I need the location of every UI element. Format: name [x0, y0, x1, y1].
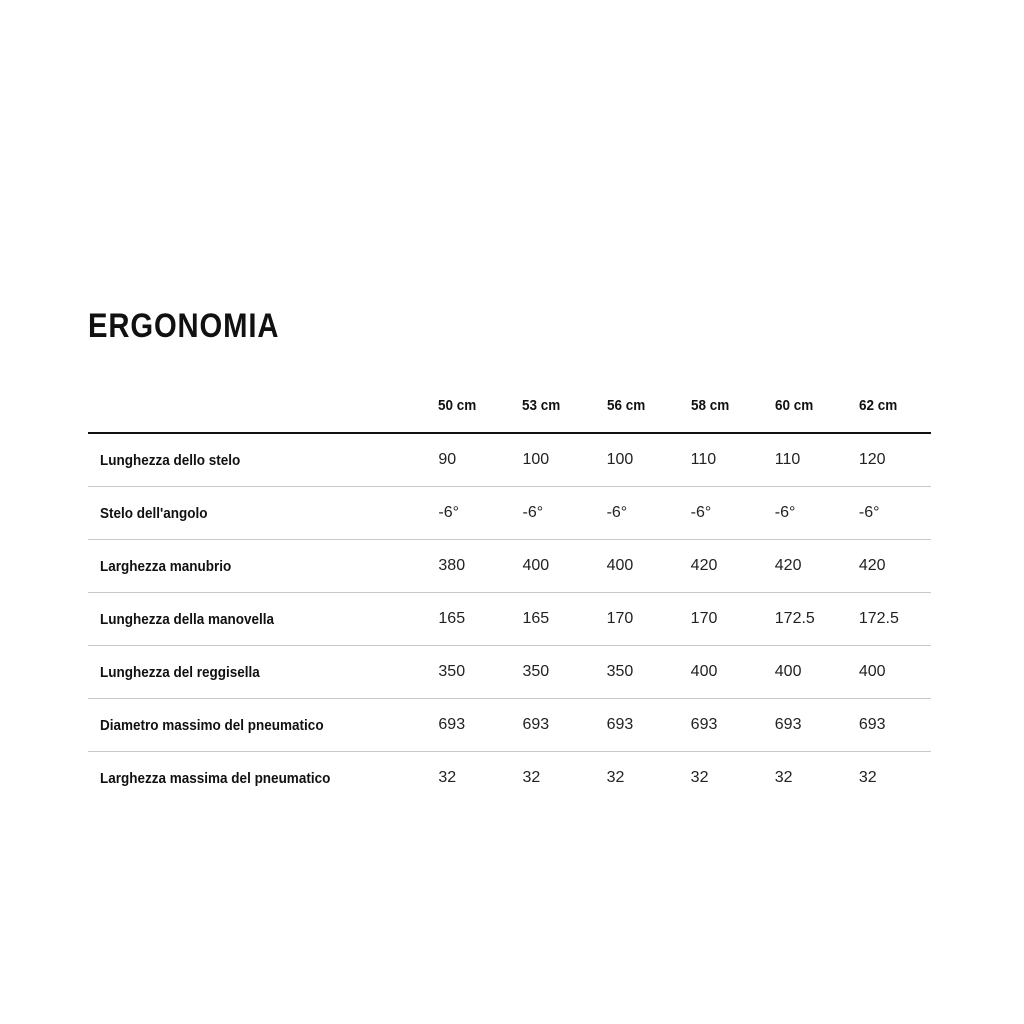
table-cell: -6° [847, 487, 931, 540]
table-row [88, 646, 931, 699]
table-cell: 400 [510, 540, 594, 593]
table-cell: 693 [426, 699, 510, 752]
table-header-row [88, 378, 931, 433]
table-cell: 110 [679, 433, 763, 487]
header-empty-cell [88, 378, 426, 433]
size-header: 50 cm [426, 378, 510, 433]
table-row [88, 593, 931, 646]
table-cell: 32 [522, 769, 541, 786]
table-cell: 350 [510, 646, 594, 699]
row-label: Diametro massimo del pneumatico [88, 699, 426, 752]
row-label: Larghezza massima del pneumatico [100, 769, 331, 787]
table-row [88, 540, 931, 593]
table-cell: -6° [763, 487, 847, 540]
table-cell: 693 [679, 699, 763, 752]
table-cell: 400 [679, 646, 763, 699]
ergonomics-section [88, 300, 931, 804]
table-cell: 400 [595, 540, 679, 593]
table-cell: 100 [510, 433, 594, 487]
row-label: Lunghezza dello stelo [88, 433, 426, 487]
table-cell: 420 [763, 540, 847, 593]
table-cell: 380 [426, 540, 510, 593]
table-cell: 32 [690, 769, 709, 786]
table-row [88, 752, 931, 805]
size-header: 58 cm [679, 378, 763, 433]
table-cell: 100 [595, 433, 679, 487]
table-cell: 172.5 [847, 593, 931, 646]
table-cell: 172.5 [763, 593, 847, 646]
table-cell: 165 [510, 593, 594, 646]
size-header: 62 cm [847, 378, 931, 433]
row-label: Lunghezza della manovella [88, 593, 426, 646]
table-cell: 420 [847, 540, 931, 593]
row-label: Larghezza manubrio [88, 540, 426, 593]
table-cell: 400 [847, 646, 931, 699]
table-cell: 693 [847, 699, 931, 752]
table-cell: 165 [426, 593, 510, 646]
table-cell: 693 [763, 699, 847, 752]
table-cell: 350 [595, 646, 679, 699]
table-cell: -6° [679, 487, 763, 540]
table-cell: 170 [595, 593, 679, 646]
table-cell: 32 [774, 769, 793, 786]
row-label: Lunghezza del reggisella [88, 646, 426, 699]
section-title: ERGONOMIA [88, 307, 280, 345]
table-cell: 110 [763, 433, 847, 487]
table-cell: 90 [426, 433, 510, 487]
table-cell: 693 [510, 699, 594, 752]
size-header: 60 cm [763, 378, 847, 433]
row-label: Stelo dell'angolo [88, 487, 426, 540]
table-cell: 32 [858, 769, 877, 786]
table-cell: 693 [595, 699, 679, 752]
size-header: 53 cm [510, 378, 594, 433]
table-cell: 350 [426, 646, 510, 699]
table-row [88, 487, 931, 540]
table-cell: -6° [426, 487, 510, 540]
table-cell: -6° [510, 487, 594, 540]
table-cell: -6° [595, 487, 679, 540]
table-row [88, 433, 931, 487]
size-header: 56 cm [595, 378, 679, 433]
table-row [88, 699, 931, 752]
table-cell: 32 [606, 769, 625, 786]
table-cell: 170 [679, 593, 763, 646]
table-cell: 420 [679, 540, 763, 593]
table-cell: 32 [438, 769, 457, 786]
table-cell: 400 [763, 646, 847, 699]
table-cell: 120 [847, 433, 931, 487]
ergonomics-table [88, 378, 931, 804]
